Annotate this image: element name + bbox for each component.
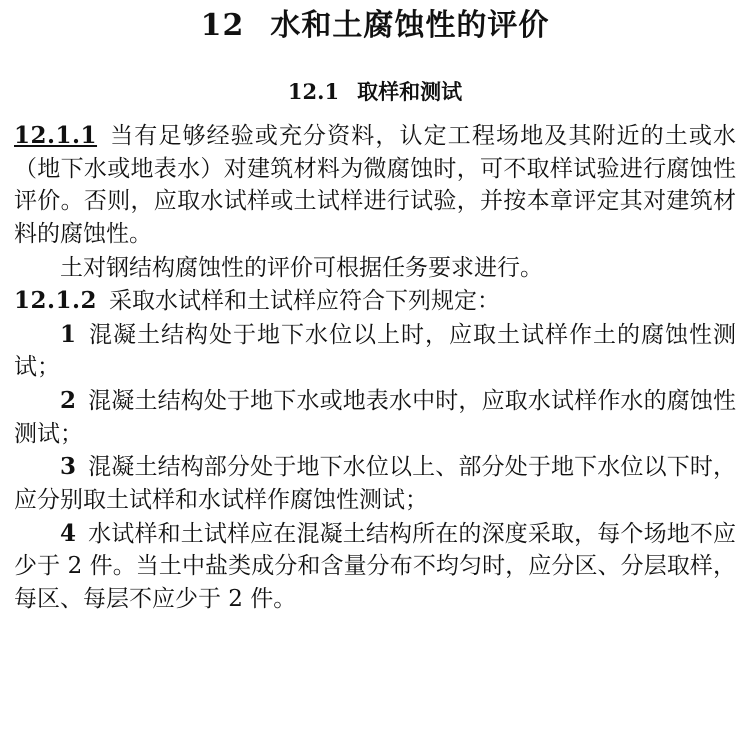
clause-number: 12.1.1 [14, 121, 98, 149]
chapter-heading [14, 6, 736, 47]
list-item-number: 1 [60, 320, 77, 348]
document-page [0, 6, 750, 730]
section-number: 12.1 [287, 78, 340, 104]
list-item-text: 水试样和土试样应在混凝土结构所在的深度采取，每个场地不应少于 2 件。当土中盐类成分和含量分布不均匀时，应分区、分层取样，每区、每层不应少于 2 件。 [14, 520, 736, 613]
list-item-number: 3 [60, 453, 77, 481]
list-item-text: 混凝土结构处于地下水或地表水中时，应取水试样作水的腐蚀性测试； [14, 388, 736, 447]
section-title-text: 取样和测试 [357, 78, 463, 104]
clause-12-1-1 [14, 120, 736, 251]
chapter-title-text: 水和土腐蚀性的评价 [270, 8, 550, 43]
list-item [14, 319, 736, 384]
clause-text: 当有足够经验或充分资料，认定工程场地及其附近的土或水（地下水或地表水）对建筑材料为微腐蚀时，可不取样试验进行腐蚀性评价。否则，应取水试样或土试样进行试验，并按本章评定其对建筑材料的腐蚀性。 [14, 122, 736, 247]
list-item-text: 混凝土结构处于地下水位以上时，应取土试样作土的腐蚀性测试； [14, 321, 736, 381]
standalone-paragraph: 土对钢结构腐蚀性的评价可根据任务要求进行。 [60, 254, 543, 281]
list-item-text: 混凝土结构部分处于地下水位以上、部分处于地下水位以下时，应分别取土试样和水试样作腐蚀性测试； [14, 454, 736, 514]
section-heading [14, 77, 736, 106]
chapter-number: 12 [200, 8, 245, 43]
clause-text-2: 采取水试样和土试样应符合下列规定： [109, 288, 501, 315]
list-item-number: 2 [60, 387, 77, 415]
list-item [14, 518, 736, 616]
section-body [14, 120, 736, 616]
list-item-number: 4 [60, 519, 77, 547]
list-item [14, 385, 736, 450]
clause-number-2: 12.1.2 [14, 287, 98, 315]
list-item [14, 451, 736, 516]
clause-12-1-2 [14, 285, 736, 318]
